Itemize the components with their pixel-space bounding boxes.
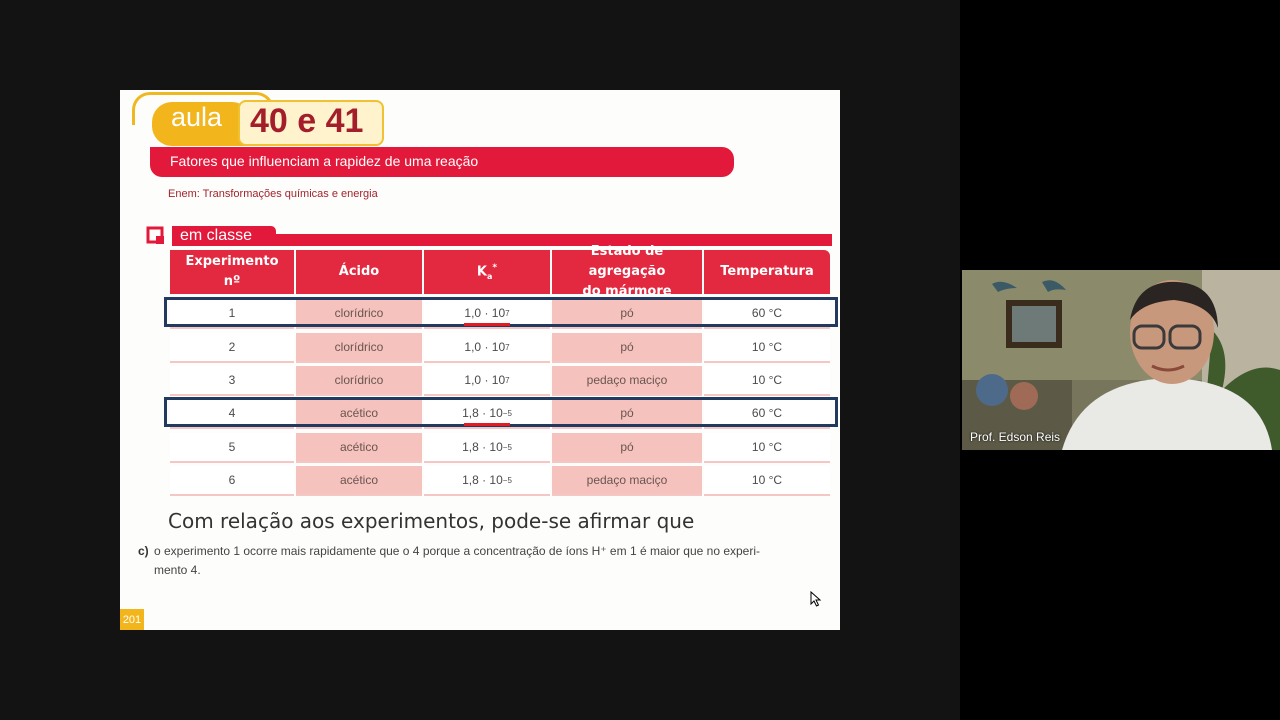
ka-value: 1,0 · 10: [464, 340, 506, 354]
header-experiment-line1: Experimento: [185, 254, 279, 269]
ka-exponent: 7: [505, 375, 510, 385]
header-state-line1: Estado de agregação: [588, 244, 666, 279]
header-ka: [424, 250, 550, 294]
cell-state: pó: [552, 333, 702, 363]
cell-temperature: 60 °C: [704, 299, 830, 329]
mouse-cursor-icon: [810, 591, 822, 607]
ka-underline: [464, 423, 510, 426]
option-text-line2: mento 4.: [154, 563, 201, 577]
cell-state: pó: [552, 433, 702, 463]
ka-value: 1,0 · 10: [464, 373, 506, 387]
cell-ka: [424, 333, 550, 363]
header-temperature-label: Temperatura: [720, 264, 814, 279]
lesson-title: Fatores que influenciam a rapidez de uma reação: [170, 153, 479, 169]
cell-state: pedaço maciço: [552, 466, 702, 496]
classroom-icon: [146, 226, 166, 244]
question-text: Com relação aos experimentos, pode-se afirmar que: [168, 509, 695, 533]
cell-temperature: 10 °C: [704, 366, 830, 396]
cell-temperature: 10 °C: [704, 466, 830, 496]
cell-experiment: 6: [170, 466, 294, 496]
header-state: [552, 244, 702, 299]
header-acid-label: Ácido: [338, 264, 380, 279]
header-experiment: [170, 250, 294, 294]
header-temperature: [704, 250, 830, 294]
cell-ka: [424, 433, 550, 463]
header-experiment-line2: nº: [223, 274, 241, 289]
option-text-line1: o experimento 1 ocorre mais rapidamente que o 4 porque a concentração de íons H⁺ em 1 é maior que no experi-: [154, 544, 761, 558]
cell-experiment: 5: [170, 433, 294, 463]
cell-experiment: 1: [170, 299, 294, 329]
ka-exponent: −5: [502, 408, 512, 418]
cell-state: pó: [552, 399, 702, 429]
page-number: 201: [120, 609, 144, 630]
section-label: em classe: [180, 227, 253, 244]
header-state-line2: do mármore: [582, 284, 672, 299]
ka-exponent: 7: [505, 308, 510, 318]
cell-acid: clorídrico: [296, 366, 422, 396]
cell-experiment: 4: [170, 399, 294, 429]
ka-underline: [464, 323, 510, 326]
cell-state: pó: [552, 299, 702, 329]
cell-acid: acético: [296, 433, 422, 463]
header-ka-label: K: [476, 263, 487, 279]
cell-ka: [424, 466, 550, 496]
ka-exponent: 7: [505, 342, 510, 352]
cell-temperature: 10 °C: [704, 433, 830, 463]
header-ka-sub: a: [486, 271, 493, 281]
cell-temperature: 60 °C: [704, 399, 830, 429]
option-letter: c): [138, 544, 149, 558]
cell-acid: clorídrico: [296, 299, 422, 329]
ka-value: 1,0 · 10: [464, 306, 506, 320]
ka-value: 1,8 · 10: [462, 440, 503, 454]
cell-state: pedaço maciço: [552, 366, 702, 396]
ka-exponent: −5: [502, 475, 512, 485]
lesson-numbers: 40 e 41: [250, 102, 364, 140]
header-acid: [296, 250, 422, 294]
ka-value: 1,8 · 10: [462, 473, 503, 487]
cell-acid: clorídrico: [296, 333, 422, 363]
webcam-image: [962, 270, 1280, 450]
cell-ka: [424, 366, 550, 396]
cell-acid: acético: [296, 466, 422, 496]
cell-acid: acético: [296, 399, 422, 429]
cell-experiment: 3: [170, 366, 294, 396]
header-ka-star: *: [492, 262, 498, 273]
participant-name: Prof. Edson Reis: [970, 430, 1061, 444]
cell-temperature: 10 °C: [704, 333, 830, 363]
ka-exponent: −5: [502, 442, 512, 452]
lesson-slide: [120, 90, 840, 630]
lesson-subtitle: Enem: Transformações químicas e energia: [168, 188, 378, 200]
participant-video-tile[interactable]: [962, 270, 1280, 450]
ka-value: 1,8 · 10: [462, 406, 503, 420]
aula-word: aula: [171, 102, 223, 132]
cell-experiment: 2: [170, 333, 294, 363]
